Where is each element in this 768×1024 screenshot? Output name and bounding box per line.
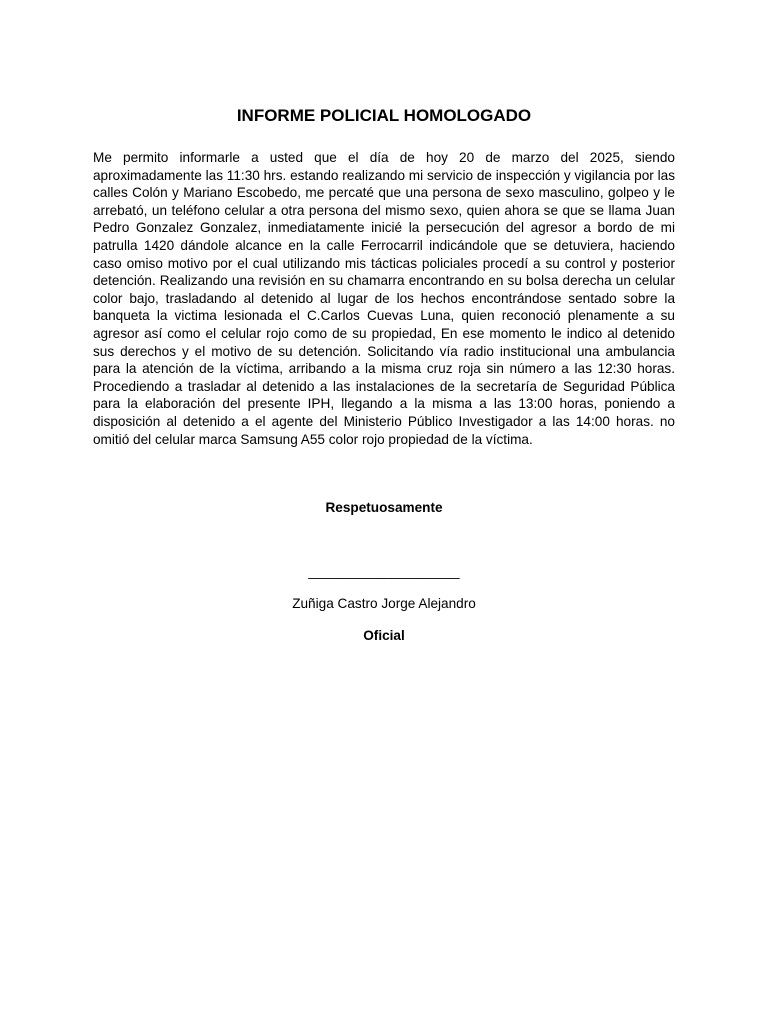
report-body: Me permito informarle a usted que el día de hoy 20 de marzo del 2025, siendo aproximadamente las 11:30 hrs. estando realizando mi servicio de inspección y vigilancia por las calles Colón y Mariano Escobedo, me percaté que una persona de sexo masculino, golpeo y le arrebató, un teléfono celular a otra persona del mismo sexo, quien ahora se que se llama Juan Pedro Gonzalez Gonzalez, inmediatamente inicié la persecución del agresor a bordo de mi patrulla 1420 dándole alcance en la calle Ferrocarril indicándole que se detuviera, haciendo caso omiso motivo por el cual utilizando mis tácticas policiales procedí a su control y posterior detención. Realizando una revisión en su chamarra encontrando en su bolsa derecha un celular color bajo, trasladando al detenido al lugar de los hechos encontrándose sentado sobre la banqueta la victima lesionada el C.Carlos Cuevas Luna, quien reconoció plenamente a su agresor así como el celular rojo como de su propiedad, En ese momento le indico al detenido sus derechos y el motivo de su detención. Solicitando vía radio institucional una ambulancia para la atención de la víctima, arribando a la misma cruz roja sin número a las 12:30 horas. Procediendo a trasladar al detenido a las instalaciones de la secretaría de Seguridad Pública para la elaboración del presente IPH, llegando a la misma a las 13:00 horas, poniendo a disposición al detenido a el agente del Ministerio Público Investigador a las 14:00 horas. no omitió del celular marca Samsung A55 color rojo propiedad de la víctima.: [93, 150, 675, 447]
document-title: INFORME POLICIAL HOMOLOGADO: [236, 106, 532, 125]
signature-line: ____________________: [308, 564, 460, 579]
signer-role: Oficial: [363, 628, 405, 643]
signer-name: Zuñiga Castro Jorge Alejandro: [292, 596, 476, 611]
closing-salutation: Respetuosamente: [325, 500, 443, 515]
